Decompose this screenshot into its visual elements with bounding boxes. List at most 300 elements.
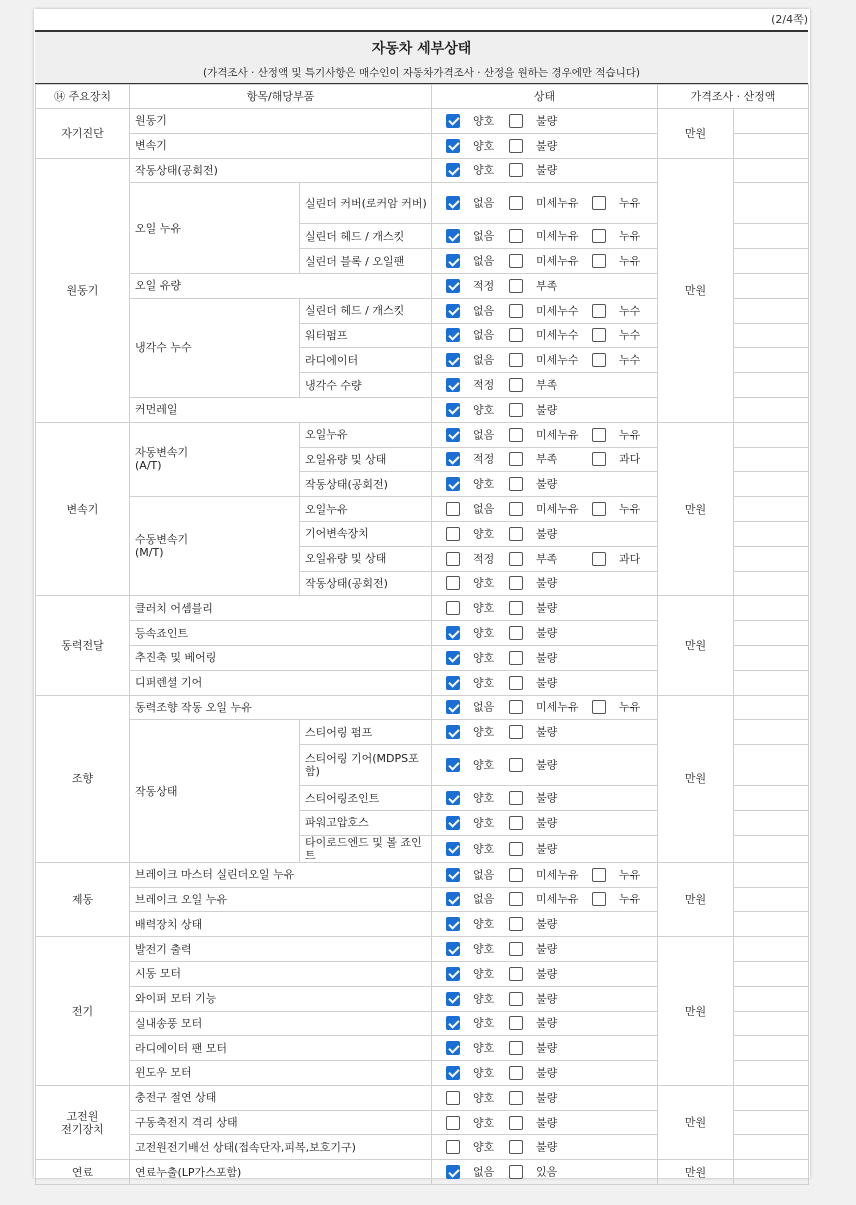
checkbox[interactable] bbox=[509, 758, 523, 772]
option-label: 미세누유 bbox=[536, 700, 579, 714]
status-option[interactable] bbox=[446, 328, 509, 342]
checkbox[interactable] bbox=[509, 403, 523, 417]
status-option[interactable] bbox=[446, 816, 509, 830]
status-option[interactable] bbox=[509, 328, 592, 342]
status-option[interactable] bbox=[509, 1165, 592, 1179]
checkbox-checked[interactable] bbox=[446, 139, 460, 153]
remark-input[interactable] bbox=[734, 348, 809, 373]
checkbox-checked[interactable] bbox=[446, 403, 460, 417]
remark-input[interactable] bbox=[734, 621, 809, 646]
checkbox-checked[interactable] bbox=[446, 791, 460, 805]
status-option[interactable] bbox=[446, 552, 509, 566]
option-label: 양호 bbox=[473, 967, 495, 981]
status-option[interactable] bbox=[446, 353, 509, 367]
remark-input[interactable] bbox=[734, 447, 809, 472]
price-unit: 만원 bbox=[658, 937, 734, 1086]
remark-input[interactable] bbox=[734, 1110, 809, 1135]
checkbox-checked[interactable] bbox=[446, 676, 460, 690]
status-option[interactable] bbox=[592, 552, 662, 566]
remark-input[interactable] bbox=[734, 183, 809, 224]
option-label: 미세누유 bbox=[536, 892, 579, 906]
checkbox-checked[interactable] bbox=[446, 378, 460, 392]
checkbox[interactable] bbox=[592, 868, 606, 882]
item-name: 와이퍼 모터 기능 bbox=[130, 986, 432, 1011]
checkbox-checked[interactable] bbox=[446, 816, 460, 830]
status-option[interactable] bbox=[446, 917, 509, 931]
checkbox[interactable] bbox=[509, 725, 523, 739]
remark-input[interactable] bbox=[734, 786, 809, 811]
checkbox-checked[interactable] bbox=[446, 163, 460, 177]
sub-item-name: 스티어링 기어(MDPS포함) bbox=[300, 745, 432, 786]
checkbox[interactable] bbox=[509, 552, 523, 566]
status-option[interactable] bbox=[446, 114, 509, 128]
remark-input[interactable] bbox=[734, 745, 809, 786]
checkbox[interactable] bbox=[592, 229, 606, 243]
checkbox-checked[interactable] bbox=[446, 651, 460, 665]
checkbox[interactable] bbox=[592, 502, 606, 516]
price-unit: 만원 bbox=[658, 422, 734, 596]
remark-input[interactable] bbox=[734, 298, 809, 323]
checkbox[interactable] bbox=[509, 378, 523, 392]
checkbox-checked[interactable] bbox=[446, 353, 460, 367]
status-option[interactable] bbox=[509, 1091, 592, 1105]
checkbox[interactable] bbox=[509, 502, 523, 516]
item-group-name: 냉각수 누수 bbox=[130, 298, 300, 397]
checkbox[interactable] bbox=[509, 842, 523, 856]
checkbox[interactable] bbox=[509, 791, 523, 805]
status-cell bbox=[432, 109, 658, 134]
option-label: 없음 bbox=[473, 428, 495, 442]
status-option[interactable] bbox=[592, 353, 662, 367]
item-name: 커먼레일 bbox=[130, 397, 432, 422]
checkbox-checked[interactable] bbox=[446, 304, 460, 318]
checkbox[interactable] bbox=[446, 1116, 460, 1130]
status-option[interactable] bbox=[592, 868, 662, 882]
status-option[interactable] bbox=[592, 254, 662, 268]
status-option[interactable] bbox=[446, 1116, 509, 1130]
option-label: 불량 bbox=[536, 163, 558, 177]
option-label: 양호 bbox=[473, 1041, 495, 1055]
checkbox[interactable] bbox=[592, 353, 606, 367]
status-option[interactable] bbox=[446, 651, 509, 665]
checkbox-checked[interactable] bbox=[446, 967, 460, 981]
status-option[interactable] bbox=[509, 353, 592, 367]
option-label: 양호 bbox=[473, 842, 495, 856]
remark-input[interactable] bbox=[734, 645, 809, 670]
status-option[interactable] bbox=[509, 304, 592, 318]
checkbox-checked[interactable] bbox=[446, 477, 460, 491]
checkbox[interactable] bbox=[509, 868, 523, 882]
checkbox-checked[interactable] bbox=[446, 1165, 460, 1179]
status-option[interactable] bbox=[446, 842, 509, 856]
status-option[interactable] bbox=[509, 1066, 592, 1080]
status-option[interactable] bbox=[446, 378, 509, 392]
checkbox-checked[interactable] bbox=[446, 196, 460, 210]
status-option[interactable] bbox=[446, 676, 509, 690]
status-option[interactable] bbox=[509, 626, 592, 640]
status-option[interactable] bbox=[509, 1041, 592, 1055]
remark-input[interactable] bbox=[734, 273, 809, 298]
status-option[interactable] bbox=[509, 254, 592, 268]
status-option[interactable] bbox=[446, 942, 509, 956]
checkbox-checked[interactable] bbox=[446, 1066, 460, 1080]
status-option[interactable] bbox=[509, 279, 592, 293]
remark-input[interactable] bbox=[734, 1135, 809, 1160]
remark-input[interactable] bbox=[734, 912, 809, 937]
status-option[interactable] bbox=[446, 477, 509, 491]
item-name: 배력장치 상태 bbox=[130, 912, 432, 937]
status-option[interactable] bbox=[446, 196, 509, 210]
option-label: 누수 bbox=[619, 304, 641, 318]
remark-input[interactable] bbox=[734, 720, 809, 745]
checkbox-checked[interactable] bbox=[446, 868, 460, 882]
remark-input[interactable] bbox=[734, 862, 809, 887]
checkbox[interactable] bbox=[509, 676, 523, 690]
status-cell bbox=[432, 1085, 658, 1110]
status-option[interactable] bbox=[509, 576, 592, 590]
checkbox[interactable] bbox=[592, 428, 606, 442]
item-group-name: 자동변속기 (A/T) bbox=[130, 422, 300, 496]
form-subtitle: (가격조사 · 산정액 및 특기사항은 매수인이 자동차가격조사 · 산정을 원하는 경우에만 적습니다) bbox=[202, 67, 640, 79]
status-option[interactable] bbox=[509, 842, 592, 856]
status-option[interactable] bbox=[509, 892, 592, 906]
status-cell bbox=[432, 546, 658, 571]
option-label: 미세누수 bbox=[536, 353, 579, 367]
checkbox[interactable] bbox=[509, 1116, 523, 1130]
status-option[interactable] bbox=[509, 816, 592, 830]
option-label: 없음 bbox=[473, 304, 495, 318]
checkbox-checked[interactable] bbox=[446, 942, 460, 956]
status-option[interactable] bbox=[446, 626, 509, 640]
remark-input[interactable] bbox=[734, 835, 809, 862]
checkbox-checked[interactable] bbox=[446, 1016, 460, 1030]
status-option[interactable] bbox=[446, 1016, 509, 1030]
option-label: 양호 bbox=[473, 1066, 495, 1080]
item-name: 작동상태(공회전) bbox=[130, 158, 432, 183]
remark-input[interactable] bbox=[734, 1061, 809, 1086]
status-option[interactable] bbox=[509, 791, 592, 805]
remark-input[interactable] bbox=[734, 373, 809, 398]
status-option[interactable] bbox=[446, 403, 509, 417]
remark-input[interactable] bbox=[734, 961, 809, 986]
remark-input[interactable] bbox=[734, 472, 809, 497]
checkbox[interactable] bbox=[592, 304, 606, 318]
table-row bbox=[36, 937, 809, 962]
option-label: 불량 bbox=[536, 1066, 558, 1080]
sub-item-name: 워터펌프 bbox=[300, 323, 432, 348]
status-option[interactable] bbox=[592, 428, 662, 442]
status-option[interactable] bbox=[509, 527, 592, 541]
status-option[interactable] bbox=[446, 527, 509, 541]
remark-input[interactable] bbox=[734, 224, 809, 249]
status-cell bbox=[432, 961, 658, 986]
checkbox[interactable] bbox=[509, 942, 523, 956]
checkbox[interactable] bbox=[592, 254, 606, 268]
status-option[interactable] bbox=[592, 196, 662, 210]
status-option[interactable] bbox=[509, 114, 592, 128]
checkbox-checked[interactable] bbox=[446, 917, 460, 931]
status-option[interactable] bbox=[509, 229, 592, 243]
status-option[interactable] bbox=[509, 942, 592, 956]
checkbox[interactable] bbox=[509, 229, 523, 243]
option-label: 양호 bbox=[473, 1091, 495, 1105]
status-option[interactable] bbox=[509, 196, 592, 210]
option-label: 양호 bbox=[473, 1140, 495, 1154]
checkbox[interactable] bbox=[509, 163, 523, 177]
checkbox[interactable] bbox=[509, 1165, 523, 1179]
checkbox[interactable] bbox=[509, 651, 523, 665]
checkbox[interactable] bbox=[509, 576, 523, 590]
status-option[interactable] bbox=[592, 229, 662, 243]
checkbox-checked[interactable] bbox=[446, 328, 460, 342]
status-option[interactable] bbox=[446, 601, 509, 615]
status-option[interactable] bbox=[592, 502, 662, 516]
status-option[interactable] bbox=[446, 725, 509, 739]
status-option[interactable] bbox=[446, 254, 509, 268]
remark-input[interactable] bbox=[734, 1036, 809, 1061]
status-option[interactable] bbox=[509, 1140, 592, 1154]
status-option[interactable] bbox=[446, 279, 509, 293]
status-option[interactable] bbox=[446, 1041, 509, 1055]
status-option[interactable] bbox=[509, 1116, 592, 1130]
status-option[interactable] bbox=[509, 163, 592, 177]
checkbox[interactable] bbox=[446, 502, 460, 516]
status-cell bbox=[432, 298, 658, 323]
checkbox-checked[interactable] bbox=[446, 758, 460, 772]
remark-input[interactable] bbox=[734, 986, 809, 1011]
remark-input[interactable] bbox=[734, 1011, 809, 1036]
checkbox[interactable] bbox=[446, 1091, 460, 1105]
remark-input[interactable] bbox=[734, 695, 809, 720]
checkbox[interactable] bbox=[592, 452, 606, 466]
checkbox-checked[interactable] bbox=[446, 626, 460, 640]
option-label: 누유 bbox=[619, 229, 641, 243]
status-option[interactable] bbox=[592, 304, 662, 318]
remark-input[interactable] bbox=[734, 397, 809, 422]
section-name: 변속기 bbox=[36, 422, 130, 596]
status-option[interactable] bbox=[509, 758, 592, 772]
item-name: 발전기 출력 bbox=[130, 937, 432, 962]
price-unit: 만원 bbox=[658, 1160, 734, 1185]
status-option[interactable] bbox=[446, 1165, 509, 1179]
checkbox[interactable] bbox=[509, 626, 523, 640]
sub-item-name: 실린더 헤드 / 개스킷 bbox=[300, 298, 432, 323]
option-label: 미세누유 bbox=[536, 502, 579, 516]
status-option[interactable] bbox=[509, 651, 592, 665]
item-name: 실내송풍 모터 bbox=[130, 1011, 432, 1036]
status-option[interactable] bbox=[446, 502, 509, 516]
section-name: 연료 bbox=[36, 1160, 130, 1185]
status-option[interactable] bbox=[509, 552, 592, 566]
status-option[interactable] bbox=[446, 892, 509, 906]
status-cell bbox=[432, 887, 658, 912]
checkbox[interactable] bbox=[509, 1041, 523, 1055]
status-option[interactable] bbox=[509, 403, 592, 417]
checkbox[interactable] bbox=[509, 816, 523, 830]
checkbox[interactable] bbox=[592, 892, 606, 906]
checkbox[interactable] bbox=[509, 967, 523, 981]
checkbox[interactable] bbox=[592, 196, 606, 210]
status-option[interactable] bbox=[446, 1140, 509, 1154]
checkbox[interactable] bbox=[592, 552, 606, 566]
status-option[interactable] bbox=[509, 601, 592, 615]
remark-input[interactable] bbox=[734, 937, 809, 962]
status-option[interactable] bbox=[509, 967, 592, 981]
status-option[interactable] bbox=[446, 992, 509, 1006]
checkbox-checked[interactable] bbox=[446, 992, 460, 1006]
checkbox[interactable] bbox=[509, 477, 523, 491]
item-name: 원동기 bbox=[130, 109, 432, 134]
option-label: 없음 bbox=[473, 328, 495, 342]
status-option[interactable] bbox=[446, 428, 509, 442]
checkbox[interactable] bbox=[509, 700, 523, 714]
checkbox[interactable] bbox=[509, 1066, 523, 1080]
status-option[interactable] bbox=[446, 758, 509, 772]
status-option[interactable] bbox=[446, 700, 509, 714]
status-option[interactable] bbox=[509, 676, 592, 690]
remark-input[interactable] bbox=[734, 596, 809, 621]
header-item: 항목/해당부품 bbox=[130, 85, 432, 109]
checkbox[interactable] bbox=[509, 114, 523, 128]
checkbox[interactable] bbox=[509, 452, 523, 466]
remark-input[interactable] bbox=[734, 109, 809, 134]
status-option[interactable] bbox=[509, 700, 592, 714]
option-label: 양호 bbox=[473, 758, 495, 772]
option-label: 누유 bbox=[619, 196, 641, 210]
checkbox[interactable] bbox=[509, 196, 523, 210]
checkbox-checked[interactable] bbox=[446, 114, 460, 128]
status-cell bbox=[432, 720, 658, 745]
remark-input[interactable] bbox=[734, 887, 809, 912]
remark-input[interactable] bbox=[734, 546, 809, 571]
remark-input[interactable] bbox=[734, 422, 809, 447]
status-option[interactable] bbox=[446, 576, 509, 590]
remark-input[interactable] bbox=[734, 1160, 809, 1185]
status-option[interactable] bbox=[446, 452, 509, 466]
remark-input[interactable] bbox=[734, 323, 809, 348]
status-option[interactable] bbox=[446, 791, 509, 805]
status-option[interactable] bbox=[509, 917, 592, 931]
option-label: 있음 bbox=[536, 1165, 558, 1179]
status-cell bbox=[432, 937, 658, 962]
item-name: 라디에이터 팬 모터 bbox=[130, 1036, 432, 1061]
checkbox[interactable] bbox=[509, 527, 523, 541]
checkbox-checked[interactable] bbox=[446, 1041, 460, 1055]
status-option[interactable] bbox=[509, 502, 592, 516]
checkbox[interactable] bbox=[446, 1140, 460, 1154]
remark-input[interactable] bbox=[734, 670, 809, 695]
sub-item-name: 스티어링 펌프 bbox=[300, 720, 432, 745]
checkbox[interactable] bbox=[509, 328, 523, 342]
checkbox[interactable] bbox=[509, 1140, 523, 1154]
status-cell bbox=[432, 472, 658, 497]
status-option[interactable] bbox=[509, 378, 592, 392]
inspection-table bbox=[35, 84, 809, 1185]
status-cell bbox=[432, 348, 658, 373]
status-option[interactable] bbox=[446, 967, 509, 981]
status-option[interactable] bbox=[509, 139, 592, 153]
checkbox-checked[interactable] bbox=[446, 254, 460, 268]
status-option[interactable] bbox=[509, 452, 592, 466]
price-unit: 만원 bbox=[658, 1085, 734, 1159]
option-label: 양호 bbox=[473, 114, 495, 128]
option-label: 불량 bbox=[536, 114, 558, 128]
status-option[interactable] bbox=[592, 700, 662, 714]
status-option[interactable] bbox=[446, 139, 509, 153]
checkbox[interactable] bbox=[509, 428, 523, 442]
checkbox-checked[interactable] bbox=[446, 700, 460, 714]
checkbox[interactable] bbox=[509, 353, 523, 367]
status-option[interactable] bbox=[446, 1091, 509, 1105]
item-group-name: 수동변속기 (M/T) bbox=[130, 497, 300, 596]
status-option[interactable] bbox=[509, 868, 592, 882]
checkbox-checked[interactable] bbox=[446, 428, 460, 442]
checkbox[interactable] bbox=[509, 254, 523, 268]
table-row bbox=[36, 109, 809, 134]
checkbox[interactable] bbox=[446, 601, 460, 615]
checkbox-checked[interactable] bbox=[446, 842, 460, 856]
remark-input[interactable] bbox=[734, 521, 809, 546]
remark-input[interactable] bbox=[734, 1085, 809, 1110]
checkbox[interactable] bbox=[446, 552, 460, 566]
sub-item-name: 냉각수 수량 bbox=[300, 373, 432, 398]
checkbox[interactable] bbox=[509, 992, 523, 1006]
checkbox-checked[interactable] bbox=[446, 279, 460, 293]
status-option[interactable] bbox=[592, 328, 662, 342]
checkbox[interactable] bbox=[509, 139, 523, 153]
status-option[interactable] bbox=[509, 725, 592, 739]
status-option[interactable] bbox=[509, 428, 592, 442]
checkbox-checked[interactable] bbox=[446, 725, 460, 739]
checkbox[interactable] bbox=[592, 328, 606, 342]
status-option[interactable] bbox=[446, 304, 509, 318]
status-option[interactable] bbox=[592, 892, 662, 906]
remark-input[interactable] bbox=[734, 158, 809, 183]
checkbox-checked[interactable] bbox=[446, 892, 460, 906]
table-row bbox=[36, 1160, 809, 1185]
status-option[interactable] bbox=[446, 868, 509, 882]
remark-input[interactable] bbox=[734, 133, 809, 158]
checkbox[interactable] bbox=[509, 601, 523, 615]
status-cell bbox=[432, 786, 658, 811]
remark-input[interactable] bbox=[734, 249, 809, 274]
checkbox-checked[interactable] bbox=[446, 452, 460, 466]
checkbox[interactable] bbox=[509, 917, 523, 931]
checkbox[interactable] bbox=[592, 700, 606, 714]
checkbox[interactable] bbox=[509, 304, 523, 318]
checkbox-checked[interactable] bbox=[446, 229, 460, 243]
status-option[interactable] bbox=[509, 477, 592, 491]
table-row bbox=[36, 695, 809, 720]
remark-input[interactable] bbox=[734, 810, 809, 835]
checkbox[interactable] bbox=[446, 527, 460, 541]
status-option[interactable] bbox=[446, 1066, 509, 1080]
checkbox[interactable] bbox=[509, 1016, 523, 1030]
status-option[interactable] bbox=[592, 452, 662, 466]
checkbox[interactable] bbox=[509, 1091, 523, 1105]
status-option[interactable] bbox=[509, 992, 592, 1006]
item-name: 디퍼렌셜 기어 bbox=[130, 670, 432, 695]
status-option[interactable] bbox=[509, 1016, 592, 1030]
status-option[interactable] bbox=[446, 163, 509, 177]
checkbox[interactable] bbox=[446, 576, 460, 590]
checkbox[interactable] bbox=[509, 279, 523, 293]
remark-input[interactable] bbox=[734, 571, 809, 596]
checkbox[interactable] bbox=[509, 892, 523, 906]
remark-input[interactable] bbox=[734, 497, 809, 522]
status-option[interactable] bbox=[446, 229, 509, 243]
option-label: 불량 bbox=[536, 816, 558, 830]
